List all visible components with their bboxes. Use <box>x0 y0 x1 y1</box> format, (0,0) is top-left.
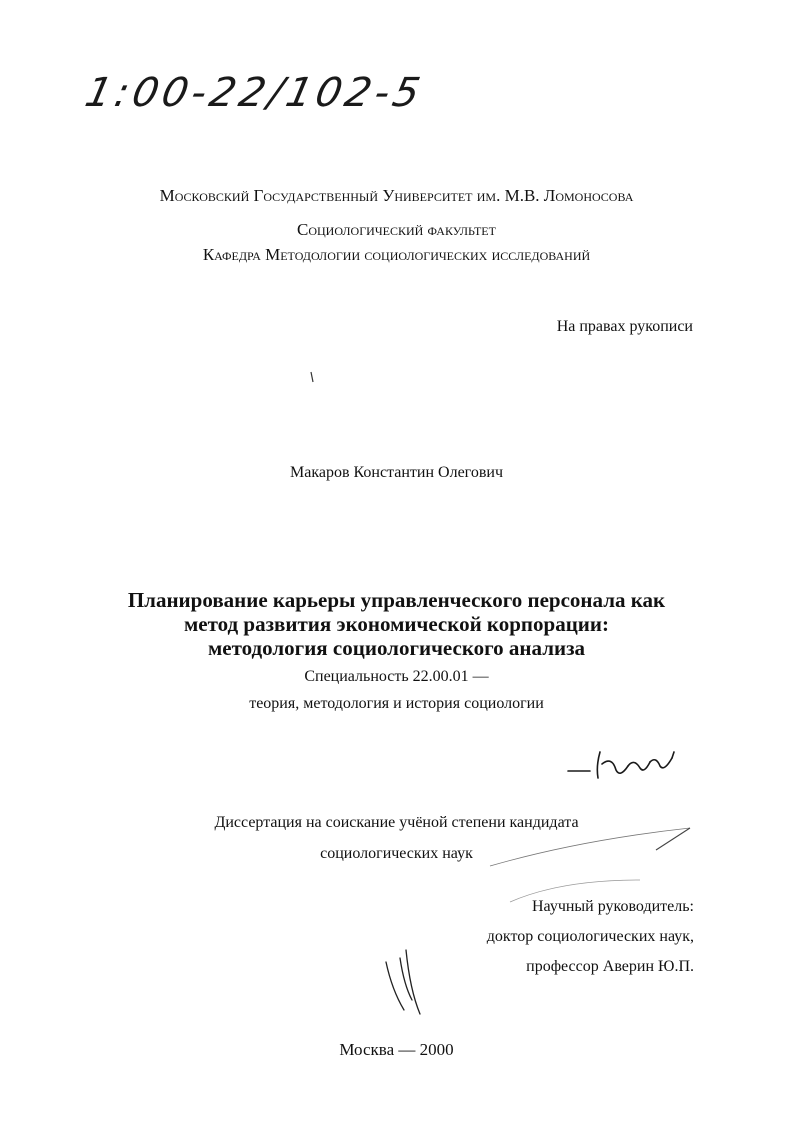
supervisor-degree: доктор социологических наук, <box>486 928 694 945</box>
signature-scribble <box>568 752 674 778</box>
city-year: Москва — 2000 <box>339 1040 454 1059</box>
title-line-2: метод развития экономической корпорации: <box>183 612 609 636</box>
faculty-name: Социологический факультет <box>297 220 496 239</box>
department-name: Кафедра Методологии социологических исследований <box>202 245 591 264</box>
rights-note: На правах рукописи <box>556 318 693 335</box>
title-line-3: методология социологического анализа <box>207 636 586 660</box>
title-line-1: Планирование карьеры управленческого персонала как <box>127 588 666 612</box>
stray-mark <box>311 372 313 382</box>
dissertation-line-1: Диссертация на соискание учёной степени кандидата <box>214 814 579 831</box>
university-name: Московский Государственный Университет им. М.В. Ломоносова <box>159 186 634 205</box>
supervisor-label: Научный руководитель: <box>531 898 694 915</box>
specialty-code: Специальность 22.00.01 — <box>304 668 489 685</box>
specialty-name: теория, методология и история социологии <box>249 695 544 712</box>
pen-strokes <box>386 950 420 1014</box>
registry-number: 1:00-22/102-5 <box>81 70 428 116</box>
dissertation-line-2: социологических наук <box>320 845 473 862</box>
author-name: Макаров Константин Олегович <box>290 464 503 481</box>
supervisor-name: профессор Аверин Ю.П. <box>526 958 694 975</box>
